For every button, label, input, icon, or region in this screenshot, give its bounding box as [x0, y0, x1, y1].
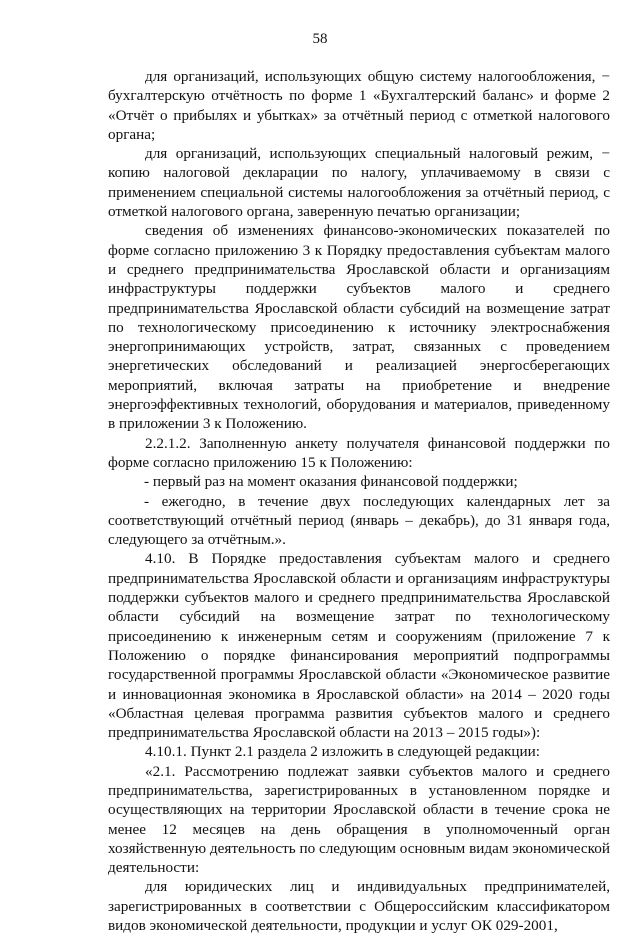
list-item-annually: - ежегодно, в течение двух последующих календарных лет за соответствующий отчётный период (январь – декабрь), до 31 января года, следующего за отчётным.». — [108, 492, 610, 549]
paragraph-4-10-1: 4.10.1. Пункт 2.1 раздела 2 изложить в следующей редакции: — [145, 743, 541, 761]
paragraph-2-2-1-2: 2.2.1.2. Заполненную анкету получателя финансовой поддержки по форме согласно приложению 15 к Положению: — [108, 434, 610, 471]
paragraph-4-10: 4.10. В Порядке предоставления субъектам малого и среднего предпринимательства Ярославской области и организациям инфраструктуры поддержки субъектов малого и среднего предпринимательства Ярославской области субсидий на возмещение затрат по технологическому присоединению к инженерным сетям и сооружениям (приложение 7 к Положению о порядке финансирования мероприятий подпрограммы государственной программы Ярославской области «Экономическое развитие и инновационная экономика в Ярославской области» на 2014 – 2020 годы «Областная целевая программа развития субъектов малого и среднего предпринимательства Ярославской области на 2013 – 2015 годы»): — [108, 550, 610, 742]
paragraph-2-1-quote: «2.1. Рассмотрению подлежат заявки субъектов малого и среднего предпринимательства, зарегистрированных в установленном порядке и осуществляющих на территории Ярославской области в течение срока не менее 12 месяцев на день обращения в уполномоченный орган хозяйственную деятельность по следующим основным видам экономической деятельности: — [108, 762, 610, 877]
page-number: 58 — [312, 31, 328, 47]
paragraph-legal-entities: для юридических лиц и индивидуальных предпринимателей, зарегистрированных в соответствии с Общероссийским классификатором видов экономической деятельности, продукции и услуг ОК 029-2001, — [108, 878, 610, 935]
paragraph-special-tax-regime: для организаций, использующих специальный налоговый режим, − копию налоговой декларации по налогу, уплачиваемому в связи с применением специальной системы налогообложения за отчётный период, с отметкой налогового органа, заверенную печатью организации; — [108, 145, 610, 221]
paragraph-general-tax-system: для организаций, использующих общую систему налогообложения, − бухгалтерскую отчётность по форме 1 «Бухгалтерский баланс» и форме 2 «Отчёт о прибылях и убытках» за отчётный период с отметкой налогового органа; — [108, 68, 610, 143]
list-item-first-time: - первый раз на момент оказания финансовой поддержки; — [144, 473, 518, 491]
paragraph-financial-indicators: сведения об изменениях финансово-экономических показателей по форме согласно приложению 3 к Порядку предоставления субъектам малого и среднего предпринимательства Ярославской области и организациям инфраструктуры поддержки субъектов малого и среднего предпринимательства Ярославской области субсидий на возмещение затрат по технологическому присоединению к источнику электроснабжения энергопринимающих устройств, затрат, связанных с проведением энергетических обследований и реализацией энергосберегающих мероприятий, включая затраты на приобретение и внедрение энергоэффективных технологий, оборудования и материалов, приведенному в приложении 3 к Положению. — [108, 222, 610, 433]
document-body — [108, 67, 610, 935]
